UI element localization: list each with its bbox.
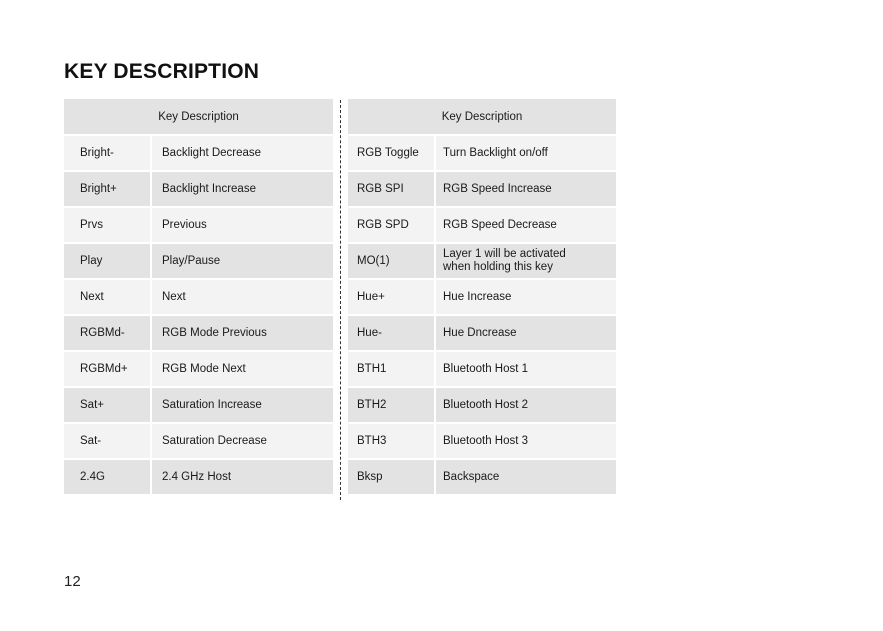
table-row <box>348 172 616 208</box>
key-cell: RGB SPI <box>348 172 436 208</box>
page-number: 12 <box>64 573 81 590</box>
key-cell: Play <box>64 244 152 280</box>
table-row <box>348 460 616 496</box>
key-cell: MO(1) <box>348 244 436 280</box>
description-cell: RGB Speed Increase <box>436 172 616 208</box>
description-cell: Turn Backlight on/off <box>436 136 616 172</box>
description-cell: Backspace <box>436 460 616 496</box>
description-line: Layer 1 will be activated <box>443 248 566 260</box>
table-row <box>64 244 333 280</box>
description-cell: Backlight Decrease <box>152 136 333 172</box>
description-cell: Hue Increase <box>436 280 616 316</box>
key-cell: RGB SPD <box>348 208 436 244</box>
table-header: Key Description <box>348 99 616 136</box>
table-row <box>348 136 616 172</box>
key-cell: Hue+ <box>348 280 436 316</box>
table-row <box>64 316 333 352</box>
key-cell: Bksp <box>348 460 436 496</box>
description-line: when holding this key <box>443 261 553 273</box>
description-cell: Bluetooth Host 1 <box>436 352 616 388</box>
table-header-row <box>64 99 333 136</box>
table-row <box>348 280 616 316</box>
table-row <box>348 352 616 388</box>
key-cell: Bright- <box>64 136 152 172</box>
table-row <box>64 136 333 172</box>
table-row <box>348 388 616 424</box>
key-cell: Bright+ <box>64 172 152 208</box>
key-cell: BTH1 <box>348 352 436 388</box>
key-cell: Sat+ <box>64 388 152 424</box>
description-cell: Bluetooth Host 3 <box>436 424 616 460</box>
description-cell <box>436 244 616 280</box>
description-cell: RGB Mode Previous <box>152 316 333 352</box>
table-row <box>64 388 333 424</box>
key-cell: 2.4G <box>64 460 152 496</box>
dashed-divider <box>340 100 341 500</box>
table-row <box>64 460 333 496</box>
table-row <box>64 280 333 316</box>
key-cell: RGBMd+ <box>64 352 152 388</box>
key-cell: BTH3 <box>348 424 436 460</box>
description-cell: 2.4 GHz Host <box>152 460 333 496</box>
key-cell: RGB Toggle <box>348 136 436 172</box>
description-cell: RGB Speed Decrease <box>436 208 616 244</box>
key-description-table-left <box>64 99 333 496</box>
description-cell: Saturation Decrease <box>152 424 333 460</box>
key-cell: Next <box>64 280 152 316</box>
table-row <box>348 208 616 244</box>
table-row <box>348 424 616 460</box>
key-cell: Sat- <box>64 424 152 460</box>
page-title: KEY DESCRIPTION <box>64 60 260 83</box>
key-cell: Prvs <box>64 208 152 244</box>
description-cell: Previous <box>152 208 333 244</box>
table-row <box>348 244 616 280</box>
description-cell: Next <box>152 280 333 316</box>
description-cell: RGB Mode Next <box>152 352 333 388</box>
description-cell: Bluetooth Host 2 <box>436 388 616 424</box>
table-row <box>64 352 333 388</box>
table-row <box>64 208 333 244</box>
description-cell: Hue Dncrease <box>436 316 616 352</box>
key-cell: Hue- <box>348 316 436 352</box>
table-row <box>64 424 333 460</box>
key-description-table-right <box>348 99 616 496</box>
description-cell: Play/Pause <box>152 244 333 280</box>
key-cell: RGBMd- <box>64 316 152 352</box>
key-cell: BTH2 <box>348 388 436 424</box>
table-row <box>64 172 333 208</box>
table-header-row <box>348 99 616 136</box>
table-header: Key Description <box>64 99 333 136</box>
description-cell: Saturation Increase <box>152 388 333 424</box>
table-row <box>348 316 616 352</box>
description-cell: Backlight Increase <box>152 172 333 208</box>
